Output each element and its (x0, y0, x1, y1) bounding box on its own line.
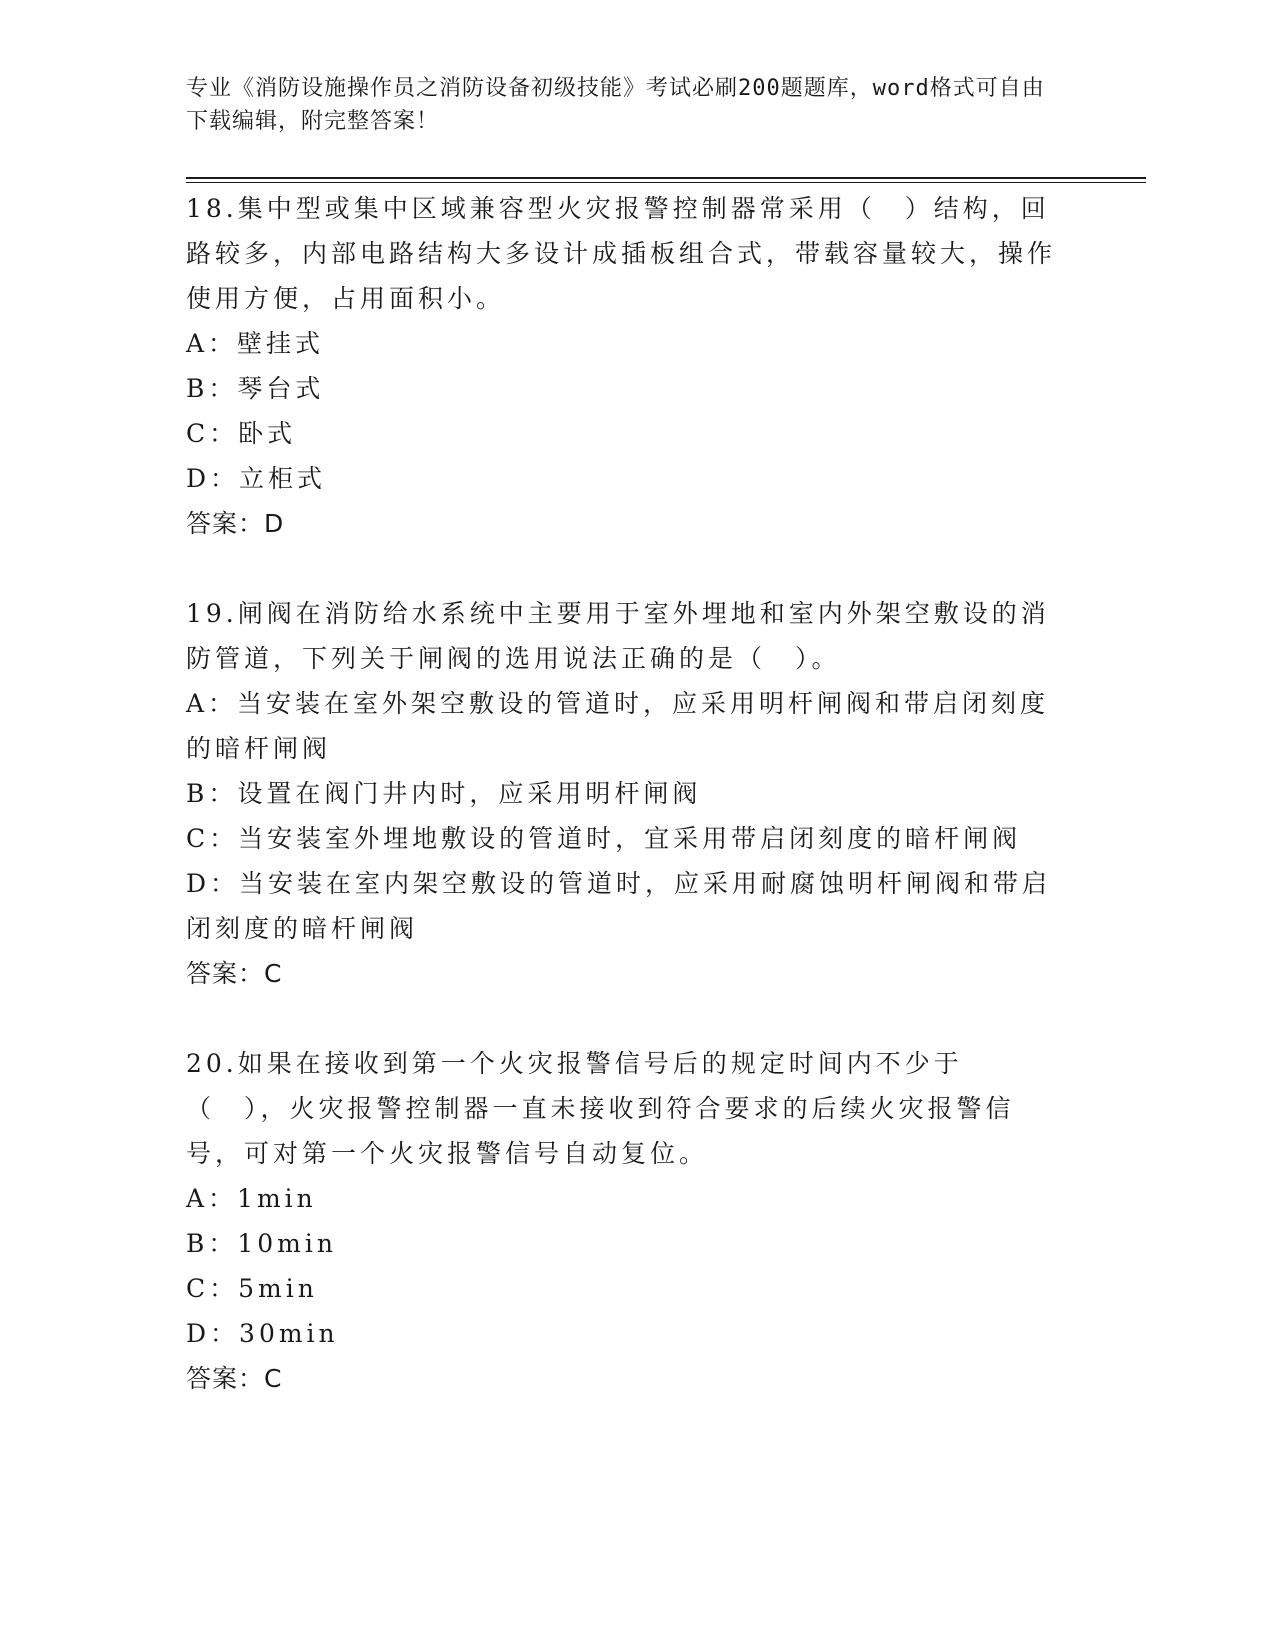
question-stem: 19.闸阀在消防给水系统中主要用于室外埋地和室内外架空敷设的消防管道，下列关于闸阀的选用说法正确的是（ ）。 (186, 599, 1050, 673)
option-a: A：当安装在室外架空敷设的管道时，应采用明杆闸阀和带启闭刻度的暗杆闸阀 (186, 689, 1050, 763)
document-header: 专业《消防设施操作员之消防设备初级技能》考试必刷200题题库，word格式可自由下载编辑，附完整答案！ (186, 76, 1045, 134)
question-stem: 20.如果在接收到第一个火灾报警信号后的规定时间内不少于（ ），火灾报警控制器一直未接收到符合要求的后续火灾报警信号，可对第一个火灾报警信号自动复位。 (186, 1049, 1015, 1168)
option-b: B：设置在阀门井内时，应采用明杆闸阀 (186, 779, 702, 808)
option-d: D：当安装在室内架空敷设的管道时，应采用耐腐蚀明杆闸阀和带启闭刻度的暗杆闸阀 (186, 869, 1052, 943)
option-b: B：10min (186, 1229, 337, 1258)
question-spacer (186, 546, 1066, 591)
question-stem: 18.集中型或集中区域兼容型火灾报警控制器常采用（ ）结构，回路较多，内部电路结构大多设计成插板组合式，带载容量较大，操作使用方便，占用面积小。 (186, 194, 1057, 313)
question-19 (186, 591, 1066, 996)
answer-line: 答案：D (186, 509, 285, 538)
option-c: C：当安装室外埋地敷设的管道时，宜采用带启闭刻度的暗杆闸阀 (186, 824, 1022, 853)
answer-line: 答案：C (186, 959, 283, 988)
answer-line: 答案：C (186, 1364, 283, 1393)
option-b: B：琴台式 (186, 374, 325, 403)
question-20 (186, 1041, 1066, 1401)
header-divider-thick (186, 177, 1146, 179)
option-a: A：壁挂式 (186, 329, 325, 358)
question-list (186, 186, 1066, 1401)
option-a: A：1min (186, 1184, 317, 1213)
header-divider-thin (186, 182, 1146, 183)
question-18 (186, 186, 1066, 546)
option-c: C：卧式 (186, 419, 297, 448)
option-c: C：5min (186, 1274, 318, 1303)
option-d: D：立柜式 (186, 464, 327, 493)
option-d: D：30min (186, 1319, 339, 1348)
question-spacer (186, 996, 1066, 1041)
